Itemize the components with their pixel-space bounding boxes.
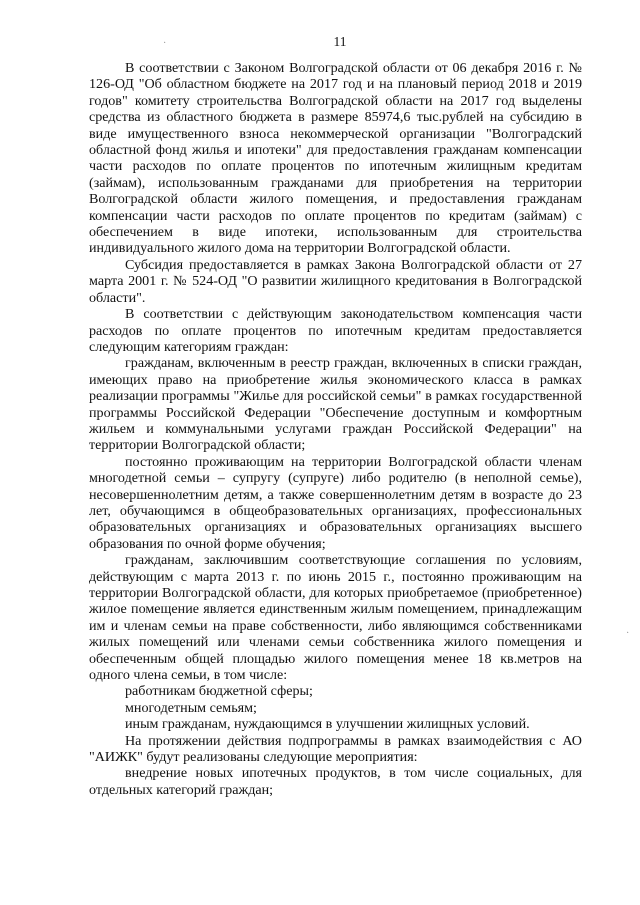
paragraph-subsidy-law: Субсидия предоставляется в рамках Закона Волгоградской области от 27 марта 2001 г. № 524-ОД "О развитии жилищного кредитования в Волгоградской области". bbox=[89, 256, 582, 306]
list-item-large-families: многодетным семьям; bbox=[125, 699, 257, 716]
paragraph-compensation-categories: В соответствии с действующим законодательством компенсация части расходов по оплате процентов по ипотечным кредитам предоставляется следующим категориям граждан: bbox=[89, 306, 582, 355]
document-body bbox=[89, 60, 582, 798]
scan-speck: · bbox=[163, 38, 167, 49]
paragraph-category-large-families: постоянно проживающим на территории Волгоградской области членам многодетной семьи – супругу (супруге) либо родителю (в неполной семье), несовершеннолетним детям, а также совершеннолетним детям в возрасте до 23 лет, обучающимся в общеобразовательных организациях, профессиональных образовательных организациях и образовательных организациях высшего образования по очной форме обучения; bbox=[89, 453, 582, 552]
paragraph-category-agreements: гражданам, заключившим соответствующие соглашения по условиям, действующим с марта 2013 г. по июнь 2015 г., постоянно проживающим на территории Волгоградской области, для которых приобретаемое (приобретенное) жилое помещение является единственным жилым помещением, принадлежащим им и членам семьи на праве собственности, либо являющимся собственниками жилых помещений или членами семьи собственника жилого помещения и обеспеченным общей площадью жилого помещения менее 18 кв.метров на одного члена семьи, в том числе: bbox=[89, 552, 582, 684]
paragraph-category-registry: гражданам, включенным в реестр граждан, включенных в списки граждан, имеющих право на приобретение жилья экономического класса в рамках реализации программы "Жилье для российской семьи" в рамках государственной программы Российской Федерации "Обеспечение доступным и комфортным жильем и коммунальными услугами граждан Российской Федерации" на территории Волгоградской области; bbox=[89, 355, 582, 454]
paragraph-aizhk-measures: На протяжении действия подпрограммы в рамках взаимодействия с АО "АИЖК" будут реализованы следующие мероприятия: bbox=[89, 732, 582, 766]
page-number: 11 bbox=[333, 34, 347, 49]
list-item-budget-workers: работникам бюджетной сферы; bbox=[125, 683, 313, 700]
scan-speck: · bbox=[626, 628, 630, 639]
paragraph-new-mortgage-products: внедрение новых ипотечных продуктов, в том числе социальных, для отдельных категорий граждан; bbox=[89, 765, 582, 798]
paragraph-budget-law: В соответствии с Законом Волгоградской области от 06 декабря 2016 г. № 126-ОД "Об областном бюджете на 2017 год и на плановый период 2018 и 2019 годов" комитету строительства Волгоградской области на 2017 год выделены средства из областного бюджета в размере 85974,6 тыс.рублей на субсидию в виде имущественного взноса некоммерческой организации "Волгоградский областной фонд жилья и ипотеки" для предоставления гражданам компенсации части расходов по оплате процентов по ипотечным жилищным кредитам (займам), использованным гражданами для приобретения на территории Волгоградской области жилого помещения, и предоставления гражданам компенсации части расходов по оплате процентов по кредитам (займам) с обеспечением в виде ипотеки, использованным для строительства индивидуального жилого дома на территории Волгоградской области. bbox=[89, 60, 582, 257]
list-item-other-citizens: иным гражданам, нуждающимся в улучшении жилищных условий. bbox=[125, 716, 530, 733]
